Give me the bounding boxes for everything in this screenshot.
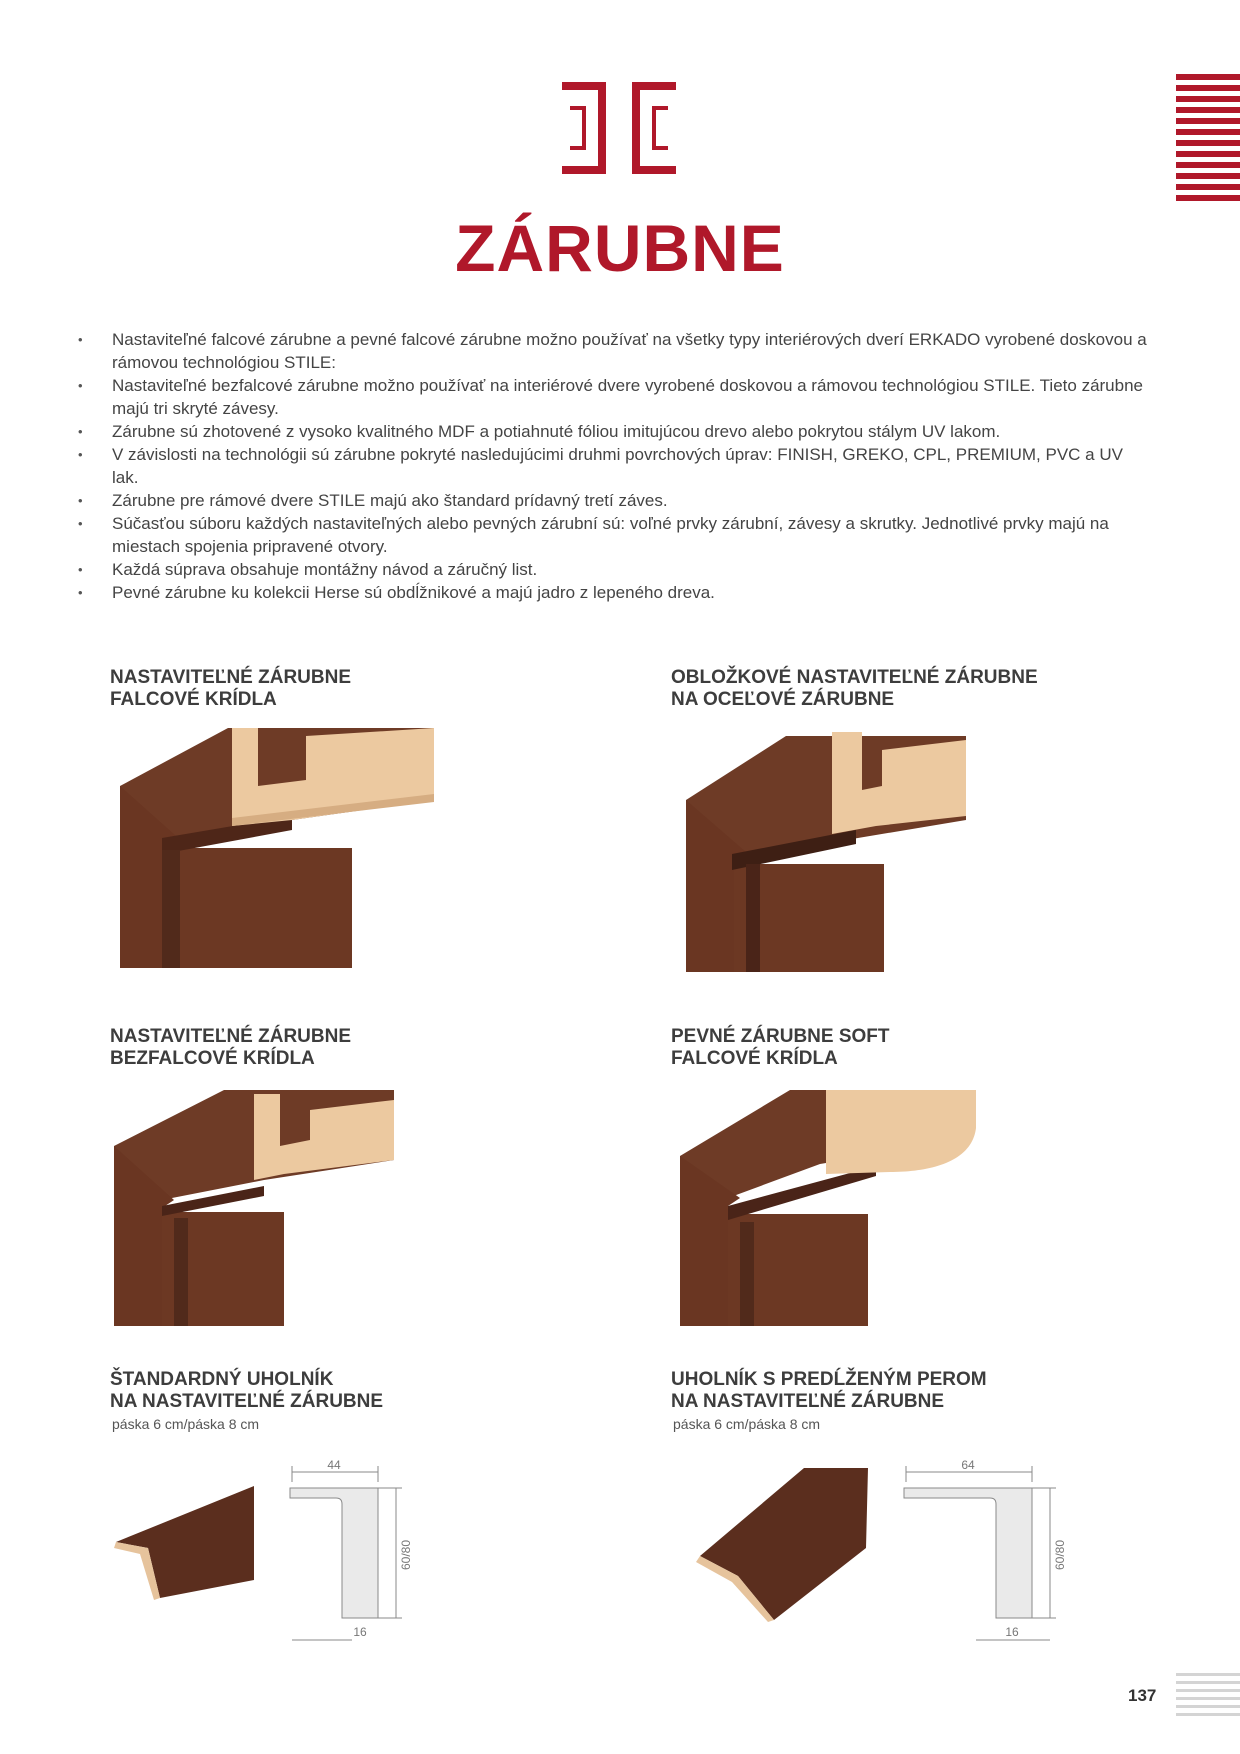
page-title: ZÁRUBNE (455, 211, 785, 285)
frame-rebated-image (120, 726, 440, 972)
section-title-standard-angle: ŠTANDARDNÝ UHOLNÍK NA NASTAVITEĽNÉ ZÁRUBNE (110, 1369, 384, 1412)
dimension-bottom: 16 (353, 1625, 367, 1639)
list-item: • Zárubne sú zhotovené z vysoko kvalitného MDF a potiahnuté fóliou imitujúcou drevo alebo pokrytou stálym UV lakom. (78, 420, 1148, 443)
list-item: • V závislosti na technológii sú zárubne pokryté nasledujúcimi druhmi povrchových úprav: FINISH, GREKO, CPL, PREMIUM, PVC a UV lak. (78, 443, 1148, 489)
section-subtitle: páska 6 cm/páska 8 cm (112, 1416, 260, 1432)
section-title-fixed-soft: PEVNÉ ZÁRUBNE SOFT FALCOVÉ KRÍDLA (671, 1026, 890, 1069)
frame-casing-image (686, 730, 976, 972)
list-item: • Nastaviteľné bezfalcové zárubne možno používať na interiérové dvere vyrobené doskovou a rámovou technológiou STILE. Tieto zárubne majú tri skryté závesy. (78, 374, 1148, 420)
decorative-stripes-top (1176, 74, 1240, 206)
dimension-bottom: 16 (1005, 1625, 1019, 1639)
section-subtitle: páska 6 cm/páska 8 cm (673, 1416, 821, 1432)
section-title-casing-steel: OBLOŽKOVÉ NASTAVITEĽNÉ ZÁRUBNE NA OCEĽOVÉ ZÁRUBNE (671, 667, 1038, 710)
section-title-adjustable-rebated: NASTAVITEĽNÉ ZÁRUBNE FALCOVÉ KRÍDLA (110, 667, 352, 710)
dimension-top: 44 (327, 1460, 341, 1472)
frame-flush-image (114, 1088, 404, 1328)
section-title-adjustable-flush: NASTAVITEĽNÉ ZÁRUBNE BEZFALCOVÉ KRÍDLA (110, 1026, 352, 1069)
dimension-side: 60/80 (399, 1539, 413, 1571)
list-item: • Zárubne pre rámové dvere STILE majú ako štandard prídavný tretí záves. (78, 489, 1148, 512)
dimension-top: 64 (961, 1460, 975, 1472)
list-item: • Súčasťou súboru každých nastaviteľných alebo pevných zárubní sú: voľné prvky zárubní, závesy a skrutky. Jednotlivé prvky majú na miestach spojenia pripravené otvory. (78, 512, 1148, 558)
decorative-stripes-bottom (1176, 1673, 1240, 1721)
angle-profile-image (114, 1482, 258, 1604)
angle-profile-drawing (286, 1460, 426, 1652)
dimension-side: 60/80 (1053, 1539, 1067, 1571)
door-frame-logo-icon (560, 82, 678, 174)
page-number: 137 (1128, 1686, 1157, 1705)
feature-list (78, 328, 1148, 604)
list-item: • Pevné zárubne ku kolekcii Herse sú obdĺžnikové a majú jadro z lepeného dreva. (78, 581, 1148, 604)
extended-angle-profile-image (696, 1464, 872, 1622)
frame-soft-image (680, 1088, 984, 1328)
section-title-extended-angle: UHOLNÍK S PREDĹŽENÝM PEROM NA NASTAVITEĽNÉ ZÁRUBNE (671, 1369, 987, 1412)
extended-angle-profile-drawing (900, 1460, 1080, 1652)
list-item: • Každá súprava obsahuje montážny návod a záručný list. (78, 558, 1148, 581)
list-item: • Nastaviteľné falcové zárubne a pevné falcové zárubne možno používať na všetky typy interiérových dverí ERKADO vyrobené doskovou a rámovou technológiou STILE: (78, 328, 1148, 374)
